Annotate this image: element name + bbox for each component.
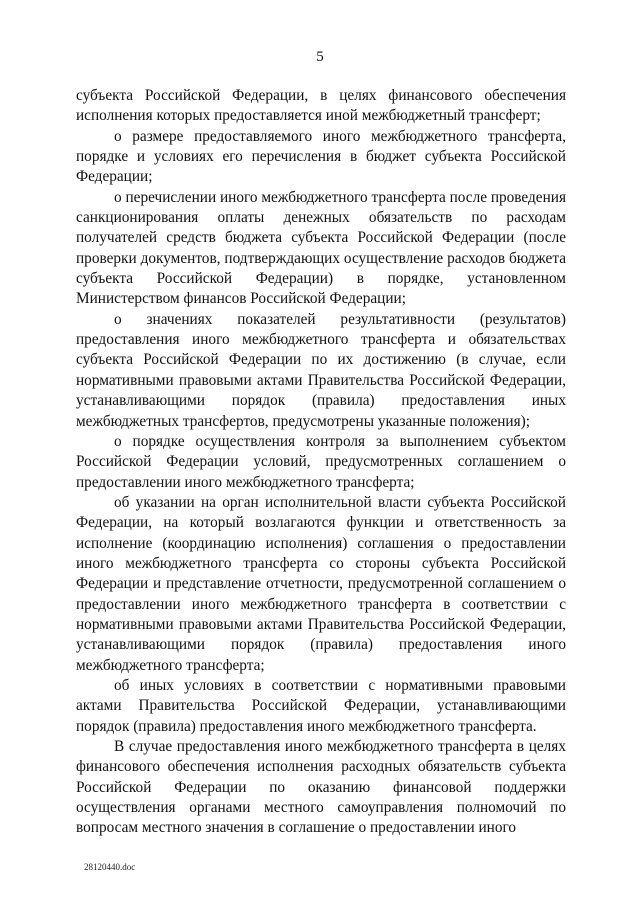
paragraph-continuation: субъекта Российской Федерации, в целях финансового обеспечения исполнения которых предоставляется иной межбюджетный трансферт;: [76, 87, 566, 125]
paragraph-transfer-payment: о перечислении иного межбюджетного трансферта после проведения санкционирования оплаты денежных обязательств по расходам получателей средств бюджета субъекта Российской Федерации (после проверки документов, подтверждающих осуществление расходов бюджета субъекта Российской Федерации) в порядке, установленном Министерством финансов Российской Федерации;: [76, 188, 567, 308]
document-body: [76, 86, 566, 839]
paragraph-transfer-amount: о размере предоставляемого иного межбюджетного трансферта, порядке и условиях его перечисления в бюджет субъекта Российской Федерации;: [76, 127, 566, 186]
paragraph-executive-authority: об указании на орган исполнительной власти субъекта Российской Федерации, на который возлагаются функции и ответственность за исполнение (координацию исполнения) соглашения о предоставлении иного межбюджетного трансферта со стороны субъекта Российской Федерации и представление отчетности, предусмотренной соглашением о предоставлении иного межбюджетного трансферта в соответствии с нормативными правовыми актами Правительства Российской Федерации, устанавливающими порядок (правила) предоставления иного межбюджетного трансферта;: [76, 493, 566, 674]
paragraph-other-conditions: об иных условиях в соответствии с нормативными правовыми актами Правительства Российской Федерации, устанавливающими порядок (правила) предоставления иного межбюджетного трансферта.: [76, 676, 566, 735]
page-number: 5: [316, 49, 324, 65]
paragraph-performance-indicators: о значениях показателей результативности (результатов) предоставления иного межбюджетного трансферта и обязательствах субъекта Российской Федерации по их достижению (в случае, если нормативными правовыми актами Правительства Российской Федерации, устанавливающими порядок (правила) предоставления иных межбюджетных трансфертов, предусмотрены указанные положения);: [76, 310, 566, 430]
paragraph-local-support: В случае предоставления иного межбюджетного трансферта в целях финансового обеспечения исполнения расходных обязательств субъекта Российской Федерации по оказанию финансовой поддержки осуществления органами местного самоуправления полномочий по вопросам местного значения в соглашение о предоставлении иного: [76, 738, 566, 837]
footer-filename: 28120440.doc: [84, 862, 136, 872]
paragraph-control-procedure: о порядке осуществления контроля за выполнением субъектом Российской Федерации условий, предусмотренных соглашением о предоставлении иного межбюджетного трансферта;: [76, 432, 566, 491]
